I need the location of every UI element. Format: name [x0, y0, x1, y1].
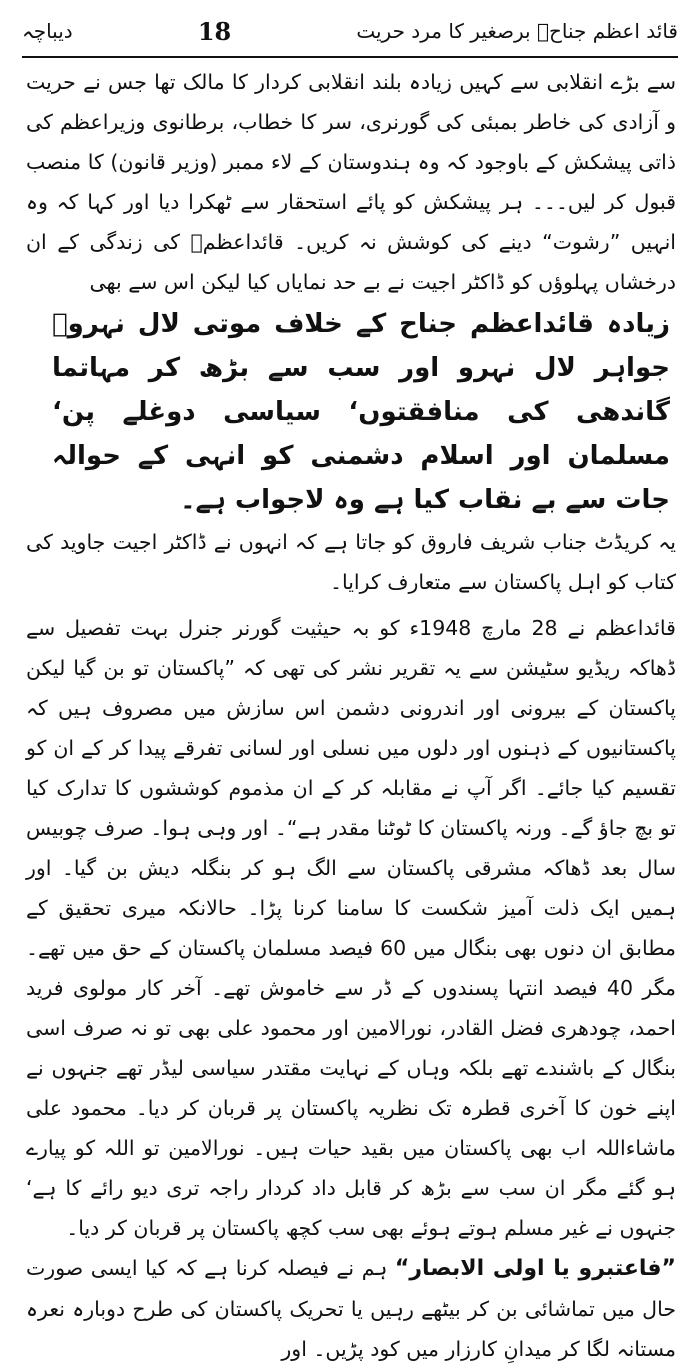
paragraph-closing [26, 1248, 676, 1369]
header-divider [22, 56, 678, 58]
highlighted-quote: زیادہ قائداعظم جناح کے خلاف موتی لال نہروؔ جواہر لال نہرو اور سب سے بڑھ کر مہاتما گاندھی کی منافقتوں‘ سیاسی دوغلے پن‘ مسلمان اور اسلام دشمنی کو انہی کے حوالہ جات سے بے نقاب کیا ہے وہ لاجواب ہے۔ [52, 309, 670, 515]
page-body [26, 62, 676, 1369]
paragraph-credit: یہ کریڈٹ جناب شریف فاروق کو جاتا ہے کہ انہوں نے ڈاکٹر اجیت جاوید کی کتاب کو اہل پاکستان سے متعارف کرایا۔ [26, 530, 676, 594]
closing-text: ہم نے فیصلہ کرنا ہے کہ کیا ایسی صورت حال میں تماشائی بن کر بیٹھے رہیں یا تحریک پاکستان کی طرح دوبارہ نعرہ مستانہ لگا کر میدانِ کارزار میں کود پڑیں۔ اور [26, 1256, 676, 1361]
page-number: 18 [197, 16, 232, 46]
page-header [22, 10, 678, 52]
section-title: دیباچہ [22, 19, 73, 43]
paragraph-speech: قائداعظم نے 28 مارچ 1948ء کو بہ حیثیت گورنر جنرل بہت تفصیل سے ڈھاکہ ریڈیو سٹیشن سے یہ تقریر نشر کی تھی کہ ”پاکستان تو بن گیا لیکن پاکستان کے بیرونی اور اندرونی دشمن اس سازش میں مصروف ہیں کہ پاکستانیوں کے ذہنوں اور دلوں میں نسلی اور لسانی تفرقے پیدا کر کے ان کو تقسیم کیا جائے۔ اگر آپ نے مقابلہ کر کے ان مذموم کوششوں کا تدارک کیا تو بچ جاؤ گے۔ ورنہ پاکستان کا ٹوٹنا مقدر ہے“۔ اور وہی ہوا۔ صرف چوبیس سال بعد ڈھاکہ مشرقی پاکستان سے الگ ہو کر بنگلہ دیش بن گیا۔ اور ہمیں ایک ذلت آمیز شکست کا سامنا کرنا پڑا۔ حالانکہ میری تحقیق کے مطابق ان دنوں بھی بنگال میں 60 فیصد مسلمان پاکستان کے حق میں تھے۔ مگر 40 فیصد انتہا پسندوں کے ڈر سے خاموش تھے۔ آخر کار مولوی فرید احمد، چودھری فضل القادر، نورالامین اور محمود علی بھی تو نہ صرف اسی بنگال کے باشندے تھے بلکہ وہاں کے نہایت مقتدر سیاسی لیڈر تھے جنہوں نے اپنے خون کا آخری قطرہ تک نظریہ پاکستان پر قربان کر دیا۔ محمود علی ماشاءاللہ اب بھی پاکستان میں بقید حیات ہیں۔ نورالامین تو اللہ کو پیارے ہو گئے مگر ان سب سے بڑھ کر قابل داد کردار راجہ تری دیو رائے کا ہے‘ جنہوں نے غیر مسلم ہوتے ہوئے بھی سب کچھ پاکستان پر قربان کر دیا۔ [26, 616, 676, 1240]
book-title: قائد اعظم جناحؒ برصغیر کا مرد حریت [356, 19, 678, 43]
paragraph-intro: سے بڑے انقلابی سے کہیں زیادہ بلند انقلابی کردار کا مالک تھا جس نے حریت و آزادی کی خاطر بمبئی کی گورنری، سر کا خطاب، برطانوی وزیراعظم کی ذاتی پیشکش کے باوجود کہ وہ ہندوستان کے لاء ممبر (وزیر قانون) کا منصب قبول کر لیں۔۔۔ ہر پیشکش کو پائے استحقار سے ٹھکرا دیا اور کہا کہ وہ انہیں ”رشوت“ دینے کی کوشش نہ کریں۔ قائداعظمؒ کی زندگی کے ان درخشاں پہلوؤں کو ڈاکٹر اجیت نے بے حد نمایاں کیا لیکن اس سے بھی [26, 70, 676, 294]
quran-quote: ”فاعتبرو یا اولی الابصار“ [394, 1256, 676, 1281]
